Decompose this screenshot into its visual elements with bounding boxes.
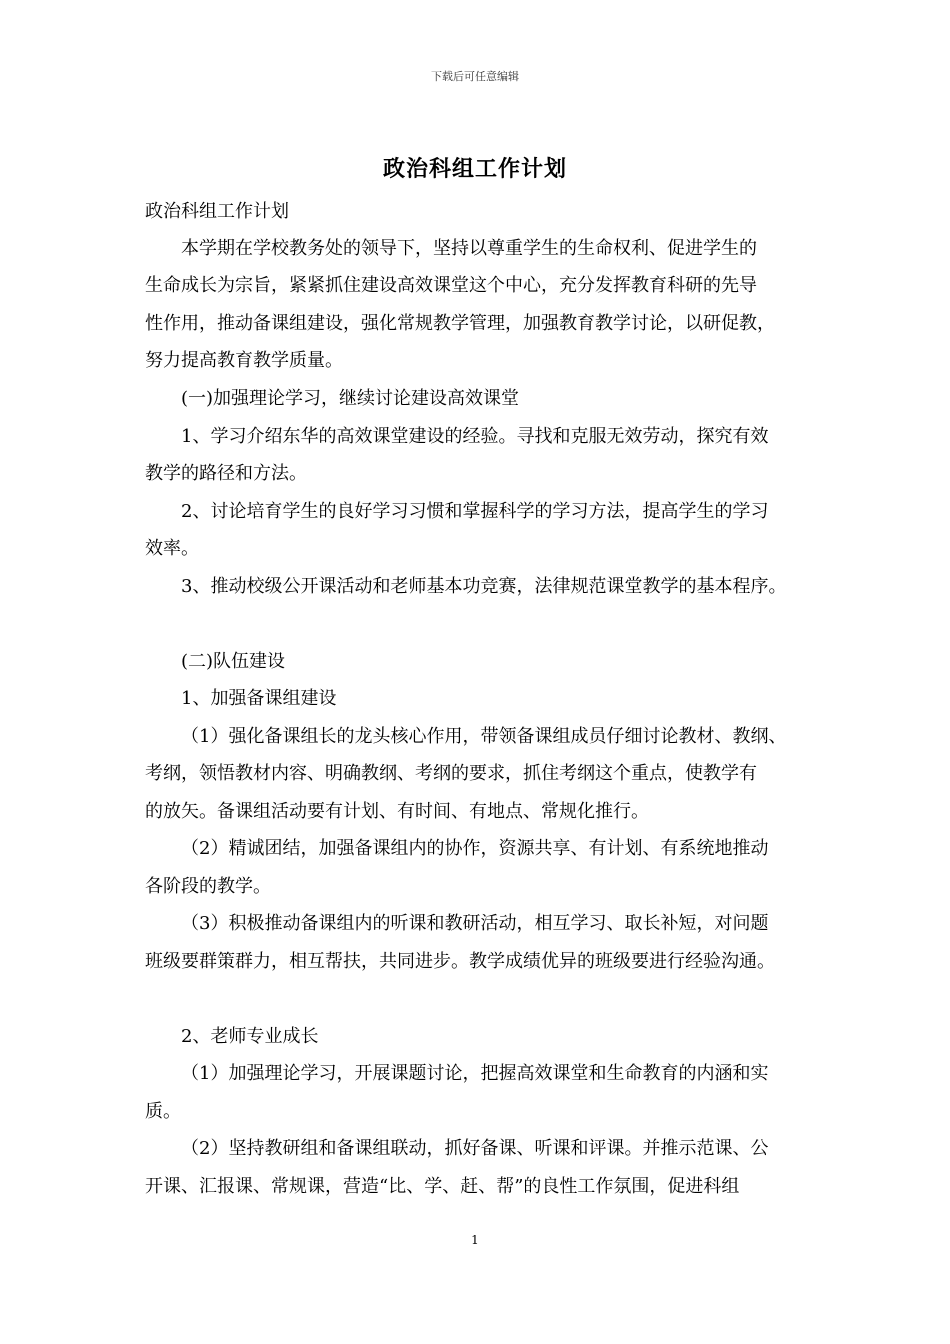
paragraph-line: 的放矢。备课组活动要有计划、有时间、有地点、常规化推行。 bbox=[145, 801, 649, 822]
paragraph-line: 效率。 bbox=[145, 538, 199, 559]
section-heading: (二)队伍建设 bbox=[181, 651, 286, 672]
paragraph-line: 努力提高教育教学质量。 bbox=[145, 350, 343, 371]
paragraph-line: （3）积极推动备课组内的听课和教研活动，相互学习、取长补短，对问题 bbox=[181, 913, 769, 934]
paragraph-line: 质。 bbox=[145, 1101, 181, 1122]
paragraph-line: （2）精诚团结，加强备课组内的协作，资源共享、有计划、有系统地推动 bbox=[181, 838, 769, 859]
page-number: 1 bbox=[471, 1233, 479, 1247]
paragraph-line: 各阶段的教学。 bbox=[145, 876, 271, 897]
paragraph-line: 本学期在学校教务处的领导下，坚持以尊重学生的生命权利、促进学生的 bbox=[181, 238, 757, 259]
paragraph-line: 性作用，推动备课组建设，强化常规教学管理，加强教育教学讨论，以研促教， bbox=[145, 313, 775, 334]
subsection-heading: 1、加强备课组建设 bbox=[181, 688, 337, 709]
paragraph-line: 2、讨论培育学生的良好学习习惯和掌握科学的学习方法，提高学生的学习 bbox=[181, 501, 769, 522]
paragraph-line: （2）坚持教研组和备课组联动，抓好备课、听课和评课。并推示范课、公 bbox=[181, 1138, 769, 1159]
paragraph-line: （1）加强理论学习，开展课题讨论，把握高效课堂和生命教育的内涵和实 bbox=[181, 1063, 769, 1084]
paragraph-line: 考纲，领悟教材内容、明确教纲、考纲的要求，抓住考纲这个重点，使教学有 bbox=[145, 763, 757, 784]
paragraph-line: 3、推动校级公开课活动和老师基本功竞赛，法律规范课堂教学的基本程序。 bbox=[181, 576, 787, 597]
paragraph-line: 班级要群策群力，相互帮扶，共同进步。教学成绩优异的班级要进行经验沟通。 bbox=[145, 951, 775, 972]
page-header-note: 下载后可任意编辑 bbox=[431, 70, 519, 83]
document-title: 政治科组工作计划 bbox=[382, 156, 567, 182]
paragraph-line: 教学的路径和方法。 bbox=[145, 463, 307, 484]
paragraph-line: 1、学习介绍东华的高效课堂建设的经验。寻找和克服无效劳动，探究有效 bbox=[181, 426, 769, 447]
subtitle-line: 政治科组工作计划 bbox=[145, 201, 289, 222]
paragraph-line: 生命成长为宗旨，紧紧抓住建设高效课堂这个中心，充分发挥教育科研的先导 bbox=[145, 275, 757, 296]
section-heading: (一)加强理论学习，继续讨论建设高效课堂 bbox=[181, 388, 520, 409]
paragraph-line: 开课、汇报课、常规课，营造“比、学、赶、帮”的良性工作氛围，促进科组 bbox=[145, 1176, 740, 1197]
paragraph-line: （1）强化备课组长的龙头核心作用，带领备课组成员仔细讨论教材、教纲、 bbox=[181, 726, 787, 747]
subsection-heading: 2、老师专业成长 bbox=[181, 1026, 319, 1047]
